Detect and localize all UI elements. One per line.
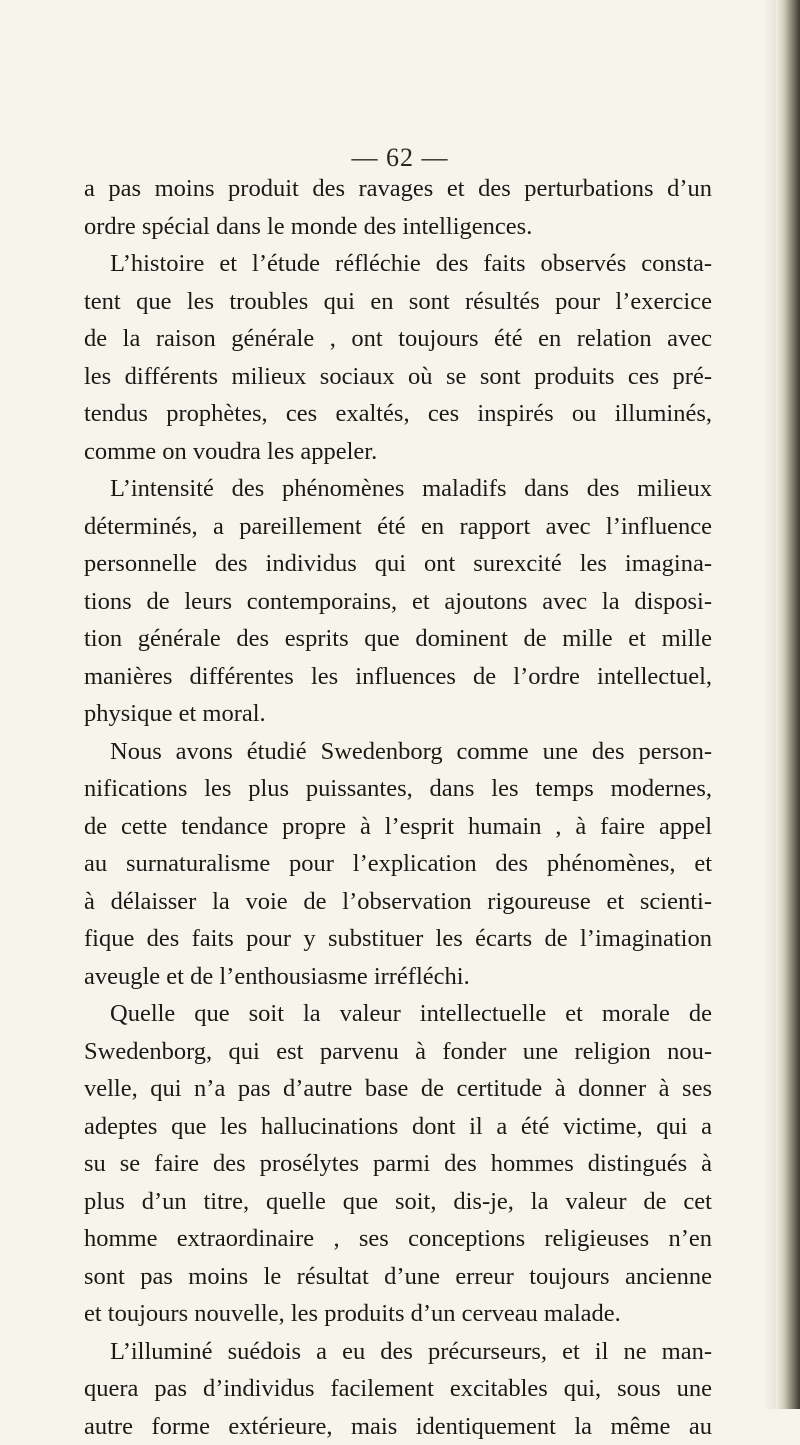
text-line: tendus prophètes, ces exaltés, ces inspirés ou illuminés, <box>84 395 712 433</box>
text-line: L’histoire et l’étude réfléchie des faits observés consta- <box>84 245 712 283</box>
page-gutter-shadow <box>764 0 776 1409</box>
text-line: Quelle que soit la valeur intellectuelle et morale de <box>84 995 712 1033</box>
text-line: fique des faits pour y substituer les écarts de l’imagination <box>84 920 712 958</box>
text-line: Nous avons étudié Swedenborg comme une des person- <box>84 733 712 771</box>
text-line: quera pas d’individus facilement excitables qui, sous une <box>84 1370 712 1408</box>
body-text <box>84 170 712 1445</box>
page-edge <box>776 0 800 1409</box>
text-line: adeptes que les hallucinations dont il a été victime, qui a <box>84 1108 712 1146</box>
text-line: tion générale des esprits que dominent de mille et mille <box>84 620 712 658</box>
text-line: autre forme extérieure, mais identiquement la même au <box>84 1408 712 1445</box>
text-line: tions de leurs contemporains, et ajoutons avec la disposi- <box>84 583 712 621</box>
text-line: aveugle et de l’enthousiasme irréfléchi. <box>84 958 712 996</box>
text-line: personnelle des individus qui ont surexcité les imagina- <box>84 545 712 583</box>
text-line: au surnaturalisme pour l’explication des phénomènes, et <box>84 845 712 883</box>
text-line: L’illuminé suédois a eu des précurseurs, et il ne man- <box>84 1333 712 1371</box>
text-line: L’intensité des phénomènes maladifs dans des milieux <box>84 470 712 508</box>
text-line: de la raison générale , ont toujours été en relation avec <box>84 320 712 358</box>
page-number: — 62 — <box>0 143 800 173</box>
text-line: à délaisser la voie de l’observation rigoureuse et scienti- <box>84 883 712 921</box>
text-line: ordre spécial dans le monde des intelligences. <box>84 208 712 246</box>
text-line: physique et moral. <box>84 695 712 733</box>
text-line: les différents milieux sociaux où se sont produits ces pré- <box>84 358 712 396</box>
text-line: et toujours nouvelle, les produits d’un cerveau malade. <box>84 1295 712 1333</box>
text-line: sont pas moins le résultat d’une erreur toujours ancienne <box>84 1258 712 1296</box>
text-line: manières différentes les influences de l’ordre intellectuel, <box>84 658 712 696</box>
text-line: déterminés, a pareillement été en rapport avec l’influence <box>84 508 712 546</box>
text-line: su se faire des prosélytes parmi des hommes distingués à <box>84 1145 712 1183</box>
text-line: a pas moins produit des ravages et des perturbations d’un <box>84 170 712 208</box>
text-line: velle, qui n’a pas d’autre base de certitude à donner à ses <box>84 1070 712 1108</box>
text-line: comme on voudra les appeler. <box>84 433 712 471</box>
text-line: tent que les troubles qui en sont résultés pour l’exercice <box>84 283 712 321</box>
text-line: plus d’un titre, quelle que soit, dis-je, la valeur de cet <box>84 1183 712 1221</box>
text-line: homme extraordinaire , ses conceptions religieuses n’en <box>84 1220 712 1258</box>
text-line: nifications les plus puissantes, dans les temps modernes, <box>84 770 712 808</box>
text-line: Swedenborg, qui est parvenu à fonder une religion nou- <box>84 1033 712 1071</box>
text-line: de cette tendance propre à l’esprit humain , à faire appel <box>84 808 712 846</box>
